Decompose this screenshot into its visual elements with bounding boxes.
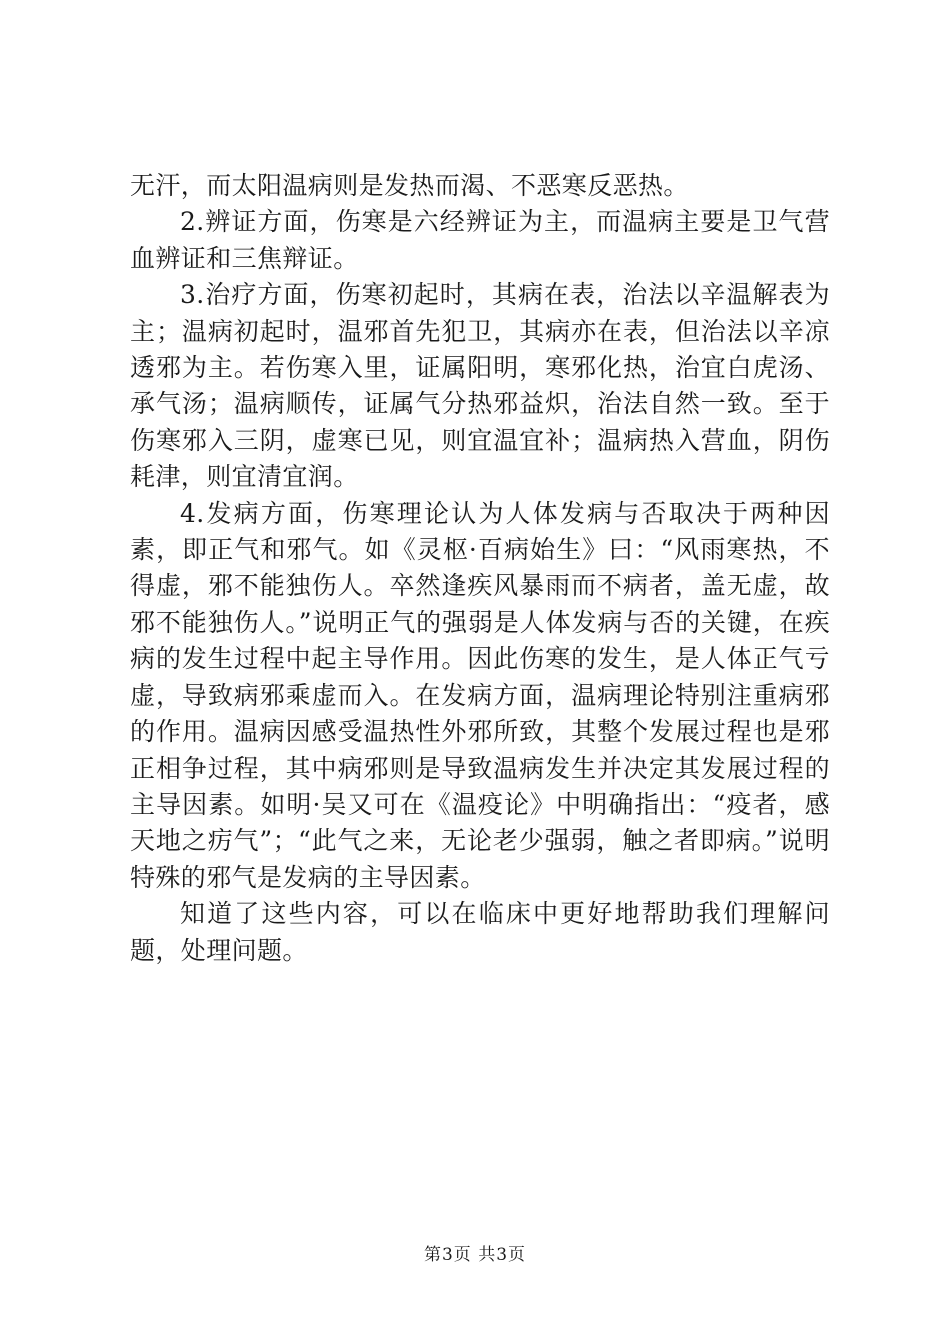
paragraph-continuation: 无汗，而太阳温病则是发热而渴、不恶寒反恶热。 [130, 171, 689, 200]
document-body [130, 168, 830, 969]
paragraph-point-4: 4.发病方面，伤寒理论认为人体发病与否取决于两种因素，即正气和邪气。如《灵枢·百病始生》曰：“风雨寒热，不得虚，邪不能独伤人。卒然逢疾风暴雨而不病者，盖无虚，故邪不能独伤人。”说明正气的强弱是人体发病与否的关键，在疾病的发生过程中起主导作用。因此伤寒的发生，是人体正气亏虚，导致病邪乘虚而入。在发病方面，温病理论特别注重病邪的作用。温病因感受温热性外邪所致，其整个发展过程也是邪正相争过程，其中病邪则是导致温病发生并决定其发展过程的主导因素。如明·吴又可在《温疫论》中明确指出：“疫者，感天地之疠气”；“此气之来，无论老少强弱，触之者即病。”说明特殊的邪气是发病的主导因素。 [130, 498, 830, 892]
page-number-footer: 第3页 共3页 [423, 1245, 527, 1265]
paragraph-conclusion: 知道了这些内容，可以在临床中更好地帮助我们理解问题，处理问题。 [130, 899, 830, 965]
paragraph-point-3: 3.治疗方面，伤寒初起时，其病在表，治法以辛温解表为主；温病初起时，温邪首先犯卫，其病亦在表，但治法以辛凉透邪为主。若伤寒入里，证属阳明，寒邪化热，治宜白虎汤、承气汤；温病顺传，证属气分热邪益炽，治法自然一致。至于伤寒邪入三阴，虚寒已见，则宜温宜补；温病热入营血，阴伤耗津，则宜清宜润。 [130, 280, 830, 492]
paragraph-point-2: 2.辨证方面，伤寒是六经辨证为主，而温病主要是卫气营血辨证和三焦辩证。 [130, 207, 830, 273]
